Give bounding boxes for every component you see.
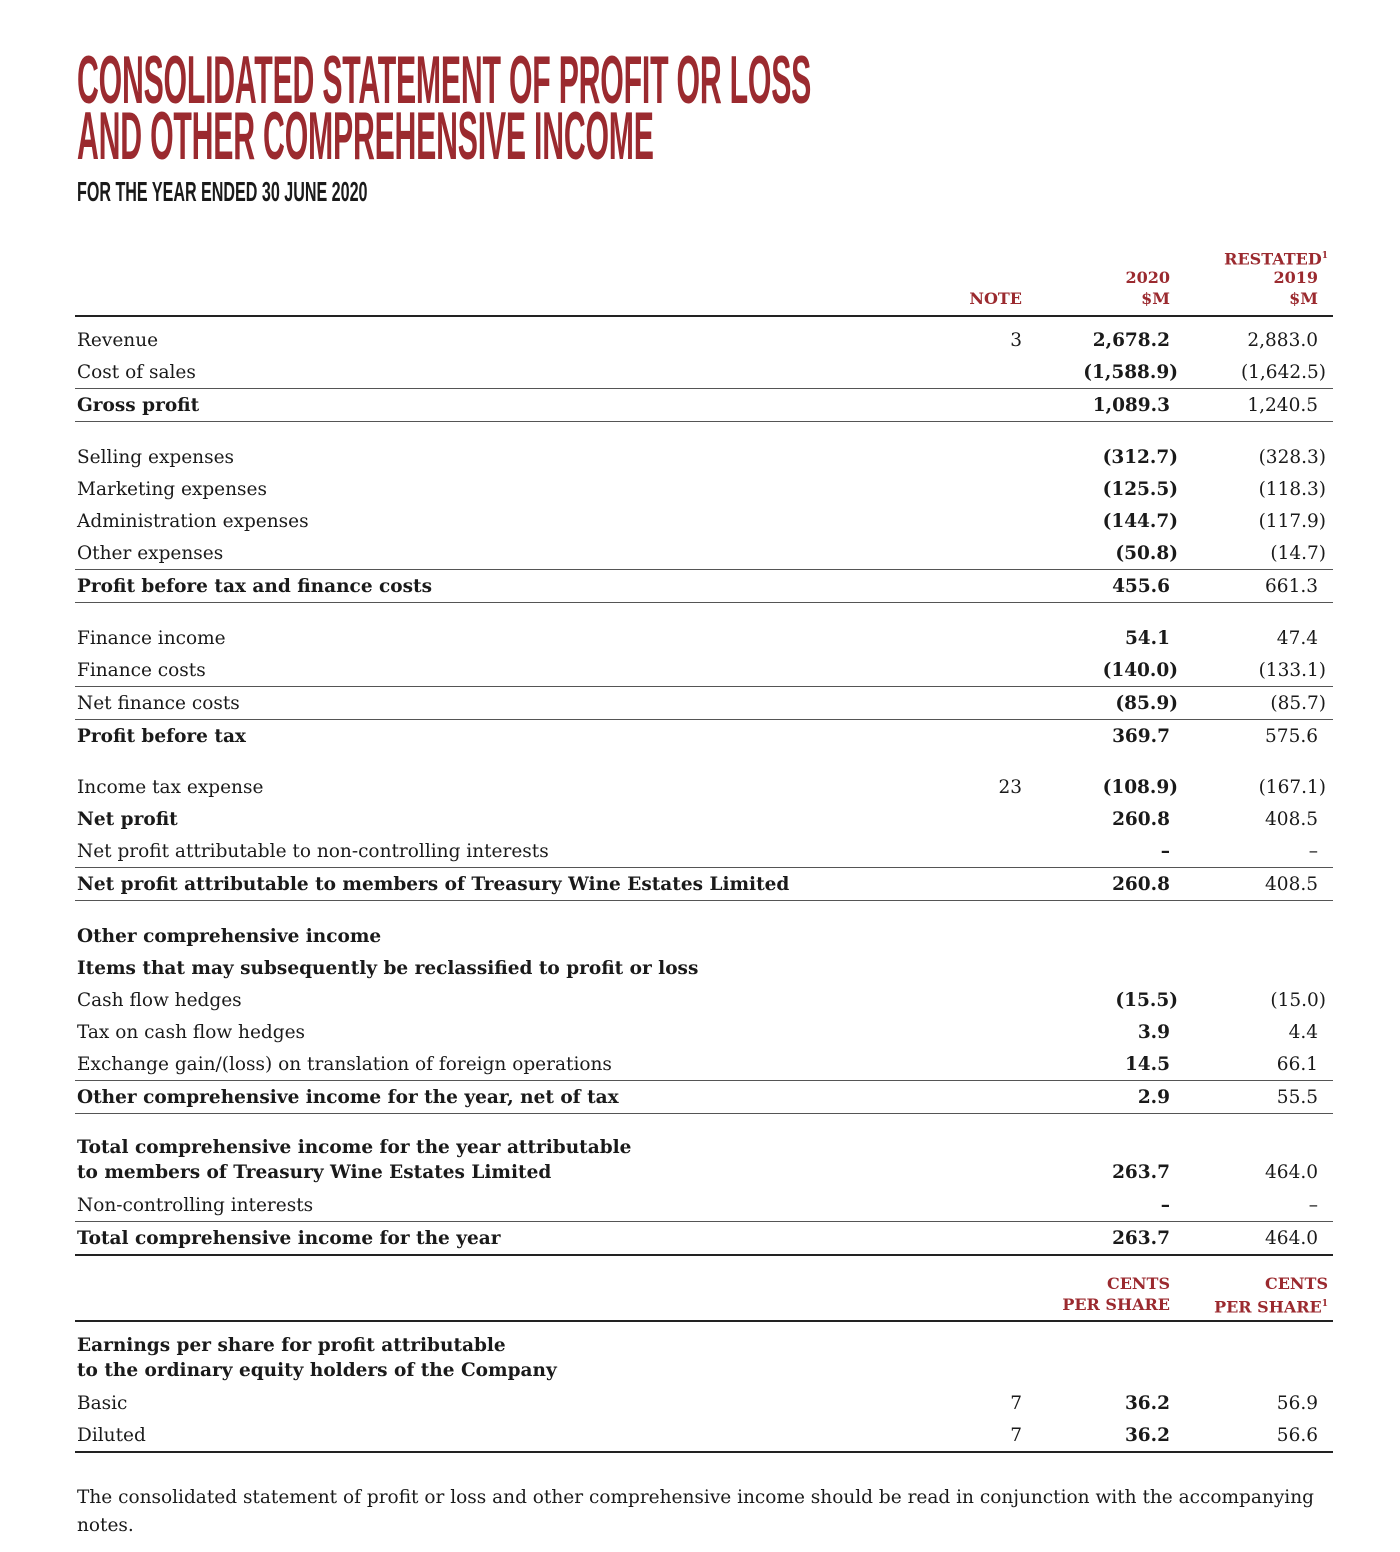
row-label: Other comprehensive income for the year, net of tax [77, 1086, 619, 1108]
row-label: Earnings per share for profit attributable to the ordinary equity holders of the Company [77, 1335, 557, 1381]
row-label: Selling expenses [77, 446, 235, 468]
eps-header-rule [75, 1320, 1333, 1322]
value-2020: 260.8 [1112, 808, 1170, 830]
value-2019: 55.5 [1276, 1086, 1318, 1108]
value-2020: 1,089.3 [1092, 394, 1170, 416]
table-row [75, 1221, 1333, 1256]
table-row [75, 984, 1333, 1016]
footnote-mark: 1 [1321, 1299, 1328, 1309]
column-header-2019: 2019 $M [1273, 268, 1318, 308]
value-2019: (167.1) [1258, 776, 1326, 798]
table-row [75, 1133, 1333, 1189]
row-label: Tax on cash flow hedges [77, 1021, 306, 1043]
row-label: Exchange gain/(loss) on translation of foreign operations [77, 1053, 612, 1075]
value-2020: (140.0) [1102, 659, 1178, 681]
table-row [75, 719, 1333, 752]
row-label: Total comprehensive income for the year attributable to members of Treasury Wine Estates Limited [77, 1137, 632, 1183]
note-ref: 7 [1010, 1424, 1022, 1446]
row-label: Gross profit [77, 394, 200, 416]
row-label: Other comprehensive income [77, 925, 382, 947]
value-2020: (1,588.9) [1083, 361, 1178, 383]
table-row [75, 771, 1333, 803]
table-row [75, 1189, 1333, 1221]
row-label: Net finance costs [77, 692, 240, 714]
table-row [75, 654, 1333, 686]
restated-text: RESTATED [1224, 249, 1322, 269]
row-label: Marketing expenses [77, 478, 267, 500]
table-row [75, 356, 1333, 388]
value-2020: (144.7) [1102, 510, 1178, 532]
title-line-1: CONSOLIDATED STATEMENT OF PROFIT OR LOSS [77, 42, 812, 118]
row-label: Non-controlling interests [77, 1194, 314, 1216]
row-label: Net profit attributable to members of Treasury Wine Estates Limited [77, 873, 790, 895]
row-label: Net profit attributable to non-controlling interests [77, 840, 549, 862]
table-row [75, 803, 1333, 835]
table-row [75, 686, 1333, 719]
value-2019: 66.1 [1276, 1053, 1318, 1075]
value-2020: 36.2 [1124, 1392, 1170, 1414]
row-label: Finance costs [77, 659, 206, 681]
value-2019: 464.0 [1265, 1162, 1318, 1183]
row-label: Cost of sales [77, 361, 196, 383]
value-2020: 369.7 [1112, 725, 1170, 747]
value-2019: 47.4 [1276, 627, 1318, 649]
value-2020: (50.8) [1115, 542, 1178, 564]
table-row [75, 569, 1333, 603]
value-2020: 263.7 [1112, 1162, 1170, 1183]
row-label: Cash flow hedges [77, 989, 242, 1011]
value-2019: 575.6 [1265, 725, 1318, 747]
value-2020: (85.9) [1115, 692, 1178, 714]
table-row [75, 441, 1333, 473]
note-ref: 23 [998, 776, 1022, 798]
row-label: Profit before tax [77, 725, 246, 747]
table-row [75, 537, 1333, 569]
value-2020: (312.7) [1102, 446, 1178, 468]
row-label: Items that may subsequently be reclassified to profit or loss [77, 957, 699, 979]
row-label: Revenue [77, 329, 159, 351]
value-2019: (328.3) [1258, 446, 1326, 468]
row-label: Profit before tax and finance costs [77, 575, 433, 597]
value-2019: 464.0 [1265, 1227, 1318, 1249]
value-2019: (15.0) [1270, 989, 1326, 1011]
value-2019: (85.7) [1270, 692, 1326, 714]
value-2020: – [1160, 840, 1170, 862]
table-row [75, 1331, 1333, 1387]
value-2019: (118.3) [1258, 478, 1326, 500]
page-title [77, 42, 812, 174]
value-2020: 14.5 [1124, 1053, 1170, 1075]
eps-column-header-2020: CENTS PER SHARE [1062, 1274, 1170, 1314]
value-2020: 3.9 [1137, 1021, 1170, 1043]
value-2020: 36.2 [1124, 1424, 1170, 1446]
value-2020: – [1160, 1194, 1170, 1216]
footnote-mark: 1 [1321, 251, 1328, 261]
table-row [75, 1080, 1333, 1114]
value-2020: 54.1 [1124, 627, 1170, 649]
value-2020: (15.5) [1115, 989, 1178, 1011]
row-label: Other expenses [77, 542, 224, 564]
value-2019: 56.6 [1276, 1424, 1318, 1446]
restated-label [1150, 246, 1328, 269]
value-2019: 661.3 [1265, 575, 1318, 597]
value-2019: 408.5 [1265, 808, 1318, 830]
value-2020: 2,678.2 [1092, 329, 1170, 351]
value-2019: 408.5 [1265, 873, 1318, 895]
row-label: Administration expenses [77, 510, 309, 532]
note-ref: 3 [1010, 329, 1022, 351]
value-2020: 263.7 [1112, 1227, 1170, 1249]
value-2019: (133.1) [1258, 659, 1326, 681]
value-2019: – [1308, 1194, 1318, 1216]
eps-column-header-2019 [1150, 1273, 1328, 1317]
table-row [75, 1387, 1333, 1419]
footnote-text: The consolidated statement of profit or loss and other comprehensive income should be read in conjunction with the accompanying notes. [77, 1487, 1314, 1536]
row-label: Net profit [77, 808, 178, 830]
table-row [75, 324, 1333, 356]
value-2019: 2,883.0 [1247, 329, 1318, 351]
eps-table [75, 1331, 1333, 1453]
table-row [75, 835, 1333, 867]
value-2020: 455.6 [1112, 575, 1170, 597]
table-row [75, 505, 1333, 537]
value-2019: 1,240.5 [1247, 394, 1318, 416]
row-label: Finance income [77, 627, 226, 649]
value-2020: 260.8 [1112, 873, 1170, 895]
table-row [75, 920, 1333, 952]
table-row [75, 388, 1333, 422]
value-2019: 4.4 [1288, 1021, 1318, 1043]
row-label: Diluted [77, 1424, 146, 1446]
table-row [75, 867, 1333, 901]
table-row [75, 473, 1333, 505]
header-rule [75, 315, 1333, 317]
column-header-2020: 2020 $M [1125, 268, 1170, 308]
table-row [75, 1048, 1333, 1080]
value-2019: (117.9) [1258, 510, 1326, 532]
value-2020: (108.9) [1102, 776, 1178, 798]
value-2020: (125.5) [1102, 478, 1178, 500]
value-2019: (14.7) [1270, 542, 1326, 564]
table-row [75, 1016, 1333, 1048]
row-label: Income tax expense [77, 776, 264, 798]
page-subtitle: FOR THE YEAR ENDED 30 JUNE 2020 [77, 176, 368, 207]
value-2019: – [1308, 840, 1318, 862]
note-column-header: NOTE [969, 289, 1022, 308]
row-label: Basic [77, 1392, 128, 1414]
table-row [75, 622, 1333, 654]
eps-2019-text: CENTS PER SHARE [1214, 1274, 1328, 1317]
title-line-2: AND OTHER COMPREHENSIVE INCOME [77, 98, 654, 174]
table-row [75, 952, 1333, 984]
value-2019: 56.9 [1276, 1392, 1318, 1414]
value-2019: (1,642.5) [1240, 361, 1326, 383]
note-ref: 7 [1010, 1392, 1022, 1414]
row-label: Total comprehensive income for the year [77, 1227, 501, 1249]
value-2020: 2.9 [1137, 1086, 1170, 1108]
income-statement-table [75, 324, 1333, 1256]
table-row [75, 1419, 1333, 1453]
